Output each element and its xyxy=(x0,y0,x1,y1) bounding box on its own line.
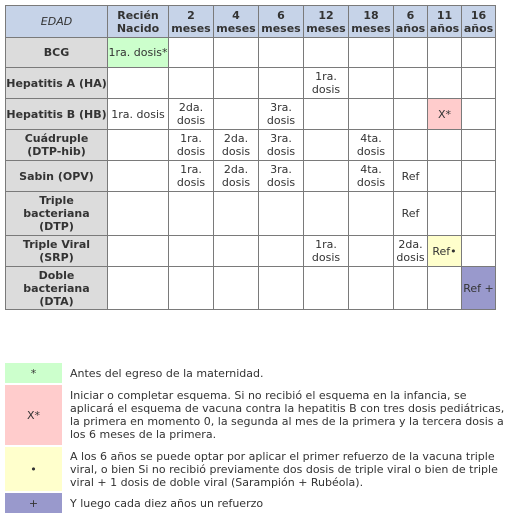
vaccine-name: Triple Viral (SRP) xyxy=(6,236,108,267)
dose-cell xyxy=(169,68,214,99)
dose-cell: 2da. dosis xyxy=(394,236,428,267)
legend-row xyxy=(5,447,507,491)
dose-cell xyxy=(214,99,259,130)
dose-cell xyxy=(169,192,214,236)
dose-cell xyxy=(214,236,259,267)
dose-cell xyxy=(108,161,169,192)
age-header: 2 meses xyxy=(169,6,214,38)
dose-cell xyxy=(304,192,349,236)
dose-cell xyxy=(214,267,259,310)
dose-cell xyxy=(108,130,169,161)
vaccine-name: Doble bacteriana (DTA) xyxy=(6,267,108,310)
dose-cell xyxy=(304,130,349,161)
dose-cell xyxy=(462,192,496,236)
dose-cell xyxy=(259,68,304,99)
dose-cell: Ref xyxy=(394,192,428,236)
dose-cell xyxy=(214,68,259,99)
age-header: 18 meses xyxy=(349,6,394,38)
age-header: 11 años xyxy=(428,6,462,38)
vaccine-name: Hepatitis A (HA) xyxy=(6,68,108,99)
dose-cell xyxy=(169,38,214,68)
age-header: 16 años xyxy=(462,6,496,38)
dose-cell: Ref• xyxy=(428,236,462,267)
vaccine-name: Hepatitis B (HB) xyxy=(6,99,108,130)
dose-cell xyxy=(394,267,428,310)
dose-cell xyxy=(259,192,304,236)
table-row xyxy=(6,99,496,130)
dose-cell: 1ra. dosis* xyxy=(108,38,169,68)
age-header-row xyxy=(6,6,496,38)
age-header: Recién Nacido xyxy=(108,6,169,38)
legend-text: Antes del egreso de la maternidad. xyxy=(70,366,264,380)
dose-cell: 3ra. dosis xyxy=(259,130,304,161)
table-row xyxy=(6,68,496,99)
dose-cell xyxy=(214,192,259,236)
dose-cell xyxy=(428,130,462,161)
dose-cell xyxy=(462,130,496,161)
dose-cell xyxy=(169,236,214,267)
dose-cell xyxy=(304,267,349,310)
dose-cell xyxy=(428,38,462,68)
vaccine-name: Triple bacteriana (DTP) xyxy=(6,192,108,236)
table-row xyxy=(6,38,496,68)
dose-cell: Ref xyxy=(394,161,428,192)
dose-cell xyxy=(394,130,428,161)
dose-cell: 3ra. dosis xyxy=(259,161,304,192)
age-header: 6 años xyxy=(394,6,428,38)
dose-cell xyxy=(108,192,169,236)
dose-cell: 1ra. dosis xyxy=(108,99,169,130)
legend-symbol: * xyxy=(5,363,62,383)
table-row xyxy=(6,236,496,267)
legend-symbol: X* xyxy=(5,385,62,445)
dose-cell xyxy=(428,161,462,192)
dose-cell xyxy=(394,38,428,68)
dose-cell xyxy=(349,99,394,130)
dose-cell: 1ra. dosis xyxy=(169,130,214,161)
legend-text: A los 6 años se puede optar por aplicar el primer refuerzo de la vacuna triple viral, o bien Si no recibió previamente dos dosis de triple viral o bien de triple viral + 1 dosis de doble viral (Sarampión + Rubéola). xyxy=(70,449,498,489)
dose-cell xyxy=(349,38,394,68)
dose-cell xyxy=(349,192,394,236)
dose-cell xyxy=(462,38,496,68)
dose-cell xyxy=(108,267,169,310)
dose-cell xyxy=(428,68,462,99)
dose-cell xyxy=(259,38,304,68)
dose-cell xyxy=(304,38,349,68)
legend-text: Iniciar o completar esquema. Si no recibió el esquema en la infancia, se aplicará el esquema de vacuna contra la hepatitis B con tres dosis pediátricas, la primera en momento 0, la segunda al mes de la primera y la tercera dosis a los 6 meses de la primera. xyxy=(70,389,505,441)
legend-symbol: + xyxy=(5,493,62,513)
vaccine-name: BCG xyxy=(6,38,108,68)
legend-row xyxy=(5,385,507,445)
dose-cell xyxy=(259,267,304,310)
dose-cell xyxy=(304,99,349,130)
legend-text: Y luego cada diez años un refuerzo xyxy=(70,496,264,510)
dose-cell: 1ra. dosis xyxy=(169,161,214,192)
dose-cell xyxy=(394,99,428,130)
dose-cell xyxy=(169,267,214,310)
dose-cell xyxy=(349,267,394,310)
dose-cell xyxy=(394,68,428,99)
dose-cell xyxy=(462,99,496,130)
table-row xyxy=(6,267,496,310)
table-row xyxy=(6,130,496,161)
dose-cell: 4ta. dosis xyxy=(349,130,394,161)
legend-table xyxy=(5,363,507,513)
dose-cell xyxy=(428,192,462,236)
age-header: 4 meses xyxy=(214,6,259,38)
dose-cell xyxy=(349,236,394,267)
dose-cell xyxy=(462,161,496,192)
dose-cell: 1ra. dosis xyxy=(304,68,349,99)
dose-cell xyxy=(428,267,462,310)
table-row xyxy=(6,161,496,192)
legend-row xyxy=(5,493,507,513)
age-header: 12 meses xyxy=(304,6,349,38)
dose-cell: Ref + xyxy=(462,267,496,310)
dose-cell: 1ra. dosis xyxy=(304,236,349,267)
dose-cell: 4ta. dosis xyxy=(349,161,394,192)
dose-cell xyxy=(259,236,304,267)
vaccine-name: Sabin (OPV) xyxy=(6,161,108,192)
dose-cell xyxy=(108,236,169,267)
legend-row xyxy=(5,363,507,383)
age-header: 6 meses xyxy=(259,6,304,38)
dose-cell xyxy=(349,68,394,99)
dose-cell xyxy=(462,68,496,99)
dose-cell: X* xyxy=(428,99,462,130)
dose-cell: 2da. dosis xyxy=(214,161,259,192)
dose-cell: 2da. dosis xyxy=(214,130,259,161)
table-row xyxy=(6,192,496,236)
vaccination-schedule-table xyxy=(5,5,496,310)
dose-cell: 3ra. dosis xyxy=(259,99,304,130)
vaccine-name: Cuádruple (DTP-hib) xyxy=(6,130,108,161)
dose-cell xyxy=(214,38,259,68)
dose-cell: 2da. dosis xyxy=(169,99,214,130)
dose-cell xyxy=(462,236,496,267)
legend-symbol: • xyxy=(5,447,62,491)
dose-cell xyxy=(108,68,169,99)
dose-cell xyxy=(304,161,349,192)
age-corner-label: EDAD xyxy=(6,6,108,38)
